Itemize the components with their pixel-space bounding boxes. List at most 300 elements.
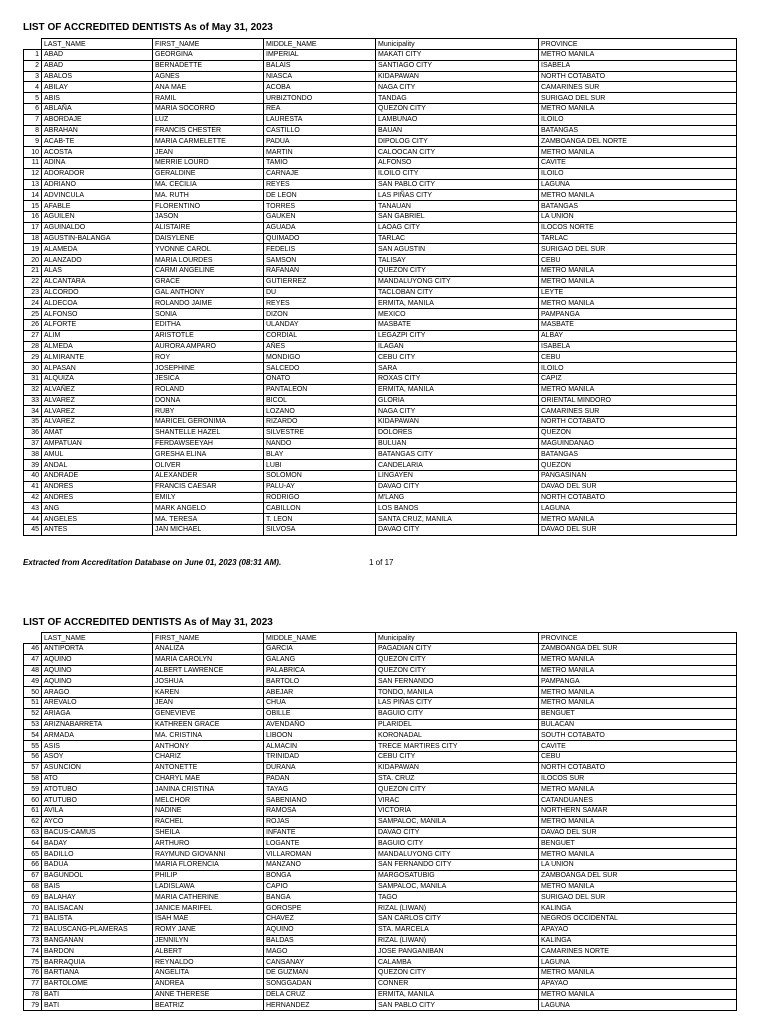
middle-name-cell: REA: [264, 103, 376, 114]
municipality-cell: CEBU CITY: [376, 352, 539, 363]
province-cell: DAVAO DEL SUR: [539, 525, 737, 536]
province-cell: NORTH COTABATO: [539, 492, 737, 503]
middle-name-cell: ONATO: [264, 373, 376, 384]
last-name-cell: AVILA: [42, 805, 153, 816]
municipality-cell: MEXICO: [376, 309, 539, 320]
first-name-cell: JEAN: [153, 147, 264, 158]
first-name-cell: RAYMUND GIOVANNI: [153, 849, 264, 860]
middle-name-cell: RODRIGO: [264, 492, 376, 503]
row-number: 22: [24, 276, 42, 287]
table-row: [24, 805, 737, 816]
column-header-municipality: Municipality: [376, 39, 539, 50]
last-name-cell: ALQUIZA: [42, 373, 153, 384]
municipality-cell: SARA: [376, 363, 539, 374]
province-cell: LAGUNA: [539, 957, 737, 968]
row-number: 39: [24, 460, 42, 471]
first-name-cell: AURORA AMPARO: [153, 341, 264, 352]
row-number: 68: [24, 881, 42, 892]
table-row: [24, 989, 737, 1000]
last-name-cell: ALANZADO: [42, 255, 153, 266]
province-cell: TARLAC: [539, 233, 737, 244]
table-row: [24, 773, 737, 784]
first-name-cell: ANA MAE: [153, 82, 264, 93]
last-name-cell: ANTES: [42, 525, 153, 536]
table-row: [24, 71, 737, 82]
middle-name-cell: CHAVEZ: [264, 913, 376, 924]
row-number: 36: [24, 427, 42, 438]
row-number-header: [24, 633, 42, 644]
first-name-cell: MA. RUTH: [153, 190, 264, 201]
row-number: 79: [24, 1000, 42, 1011]
table-row: [24, 201, 737, 212]
table-row: [24, 492, 737, 503]
row-number: 42: [24, 492, 42, 503]
first-name-cell: MARIA SOCORRO: [153, 103, 264, 114]
last-name-cell: AQUINO: [42, 654, 153, 665]
municipality-cell: SAN AGUSTIN: [376, 244, 539, 255]
municipality-cell: SAN PABLO CITY: [376, 179, 539, 190]
last-name-cell: BAGUNDOL: [42, 870, 153, 881]
province-cell: LA UNION: [539, 211, 737, 222]
last-name-cell: ALCORDO: [42, 287, 153, 298]
middle-name-cell: SONGGADAN: [264, 978, 376, 989]
row-number: 44: [24, 514, 42, 525]
row-number: 3: [24, 71, 42, 82]
municipality-cell: SAMPALOC, MANILA: [376, 881, 539, 892]
municipality-cell: DAVAO CITY: [376, 481, 539, 492]
table-row: [24, 967, 737, 978]
first-name-cell: RAMIL: [153, 93, 264, 104]
municipality-cell: MARGOSATUBIG: [376, 870, 539, 881]
municipality-cell: KIDAPAWAN: [376, 71, 539, 82]
first-name-cell: MARIA CARMELETTE: [153, 136, 264, 147]
table-row: [24, 827, 737, 838]
first-name-cell: ALISTAIRE: [153, 222, 264, 233]
province-cell: CEBU: [539, 751, 737, 762]
last-name-cell: AFABLE: [42, 201, 153, 212]
row-number: 75: [24, 957, 42, 968]
first-name-cell: CHARIZ: [153, 751, 264, 762]
middle-name-cell: VILLAROMAN: [264, 849, 376, 860]
middle-name-cell: GALANG: [264, 654, 376, 665]
table-row: [24, 762, 737, 773]
first-name-cell: ALEXANDER: [153, 471, 264, 482]
table-row: [24, 859, 737, 870]
last-name-cell: ANG: [42, 503, 153, 514]
province-cell: ISABELA: [539, 341, 737, 352]
row-number: 48: [24, 665, 42, 676]
first-name-cell: RUBY: [153, 406, 264, 417]
middle-name-cell: MARTIN: [264, 147, 376, 158]
middle-name-cell: PALABRICA: [264, 665, 376, 676]
middle-name-cell: NIASCA: [264, 71, 376, 82]
table-row: [24, 816, 737, 827]
table-row: [24, 449, 737, 460]
middle-name-cell: PADUA: [264, 136, 376, 147]
municipality-cell: LEGAZPI CITY: [376, 330, 539, 341]
municipality-cell: BAGUIO CITY: [376, 838, 539, 849]
row-number: 74: [24, 946, 42, 957]
middle-name-cell: GARCIA: [264, 644, 376, 655]
table-body: [24, 50, 737, 536]
last-name-cell: ALVAREZ: [42, 395, 153, 406]
municipality-cell: SAN PABLO CITY: [376, 1000, 539, 1011]
middle-name-cell: AVENDAÑO: [264, 719, 376, 730]
first-name-cell: SHEILA: [153, 827, 264, 838]
first-name-cell: JESICA: [153, 373, 264, 384]
first-name-cell: BERNADETTE: [153, 60, 264, 71]
last-name-cell: ADINA: [42, 157, 153, 168]
municipality-cell: LAMBUNAO: [376, 114, 539, 125]
table-row: [24, 881, 737, 892]
row-number: 55: [24, 741, 42, 752]
last-name-cell: ALAS: [42, 265, 153, 276]
first-name-cell: PHILIP: [153, 870, 264, 881]
row-number: 60: [24, 795, 42, 806]
municipality-cell: NAGA CITY: [376, 82, 539, 93]
table-row: [24, 82, 737, 93]
row-number: 41: [24, 481, 42, 492]
province-cell: SURIGAO DEL SUR: [539, 244, 737, 255]
middle-name-cell: CHUA: [264, 697, 376, 708]
middle-name-cell: DE LEON: [264, 190, 376, 201]
province-cell: CATANDUANES: [539, 795, 737, 806]
last-name-cell: BARTIANA: [42, 967, 153, 978]
row-number: 34: [24, 406, 42, 417]
first-name-cell: DONNA: [153, 395, 264, 406]
table-row: [24, 514, 737, 525]
province-cell: METRO MANILA: [539, 265, 737, 276]
first-name-cell: JANINA CRISTINA: [153, 784, 264, 795]
table-row: [24, 741, 737, 752]
middle-name-cell: RAMOSA: [264, 805, 376, 816]
last-name-cell: AYCO: [42, 816, 153, 827]
table-row: [24, 903, 737, 914]
municipality-cell: QUEZON CITY: [376, 967, 539, 978]
middle-name-cell: DURANA: [264, 762, 376, 773]
table-row: [24, 978, 737, 989]
middle-name-cell: LAURESTA: [264, 114, 376, 125]
row-number: 53: [24, 719, 42, 730]
row-number: 62: [24, 816, 42, 827]
table-row: [24, 60, 737, 71]
province-cell: PANGASINAN: [539, 471, 737, 482]
row-number: 26: [24, 319, 42, 330]
province-cell: NORTHERN SAMAR: [539, 805, 737, 816]
province-cell: BATANGAS: [539, 449, 737, 460]
first-name-cell: ANGELITA: [153, 967, 264, 978]
municipality-cell: TANAUAN: [376, 201, 539, 212]
row-number: 9: [24, 136, 42, 147]
municipality-cell: MANDALUYONG CITY: [376, 849, 539, 860]
municipality-cell: MAKATI CITY: [376, 50, 539, 61]
table-row: [24, 751, 737, 762]
last-name-cell: ADVINCULA: [42, 190, 153, 201]
municipality-cell: DIPOLOG CITY: [376, 136, 539, 147]
middle-name-cell: NANDO: [264, 438, 376, 449]
province-cell: CEBU: [539, 255, 737, 266]
municipality-cell: DAVAO CITY: [376, 525, 539, 536]
last-name-cell: BADAY: [42, 838, 153, 849]
province-cell: NORTH COTABATO: [539, 417, 737, 428]
province-cell: SURIGAO DEL SUR: [539, 892, 737, 903]
municipality-cell: QUEZON CITY: [376, 654, 539, 665]
first-name-cell: ANDREA: [153, 978, 264, 989]
first-name-cell: BEATRIZ: [153, 1000, 264, 1011]
row-number: 70: [24, 903, 42, 914]
table-row: [24, 373, 737, 384]
last-name-cell: ANTIPORTA: [42, 644, 153, 655]
last-name-cell: BADILLO: [42, 849, 153, 860]
table-row: [24, 179, 737, 190]
last-name-cell: ABRAHAN: [42, 125, 153, 136]
province-cell: BENGUET: [539, 708, 737, 719]
municipality-cell: GLORIA: [376, 395, 539, 406]
municipality-cell: TAGO: [376, 892, 539, 903]
first-name-cell: JENNILYN: [153, 935, 264, 946]
table-row: [24, 730, 737, 741]
province-cell: BATANGAS: [539, 201, 737, 212]
row-number: 23: [24, 287, 42, 298]
municipality-cell: SAN FERNANDO CITY: [376, 859, 539, 870]
table-row: [24, 870, 737, 881]
row-number: 18: [24, 233, 42, 244]
municipality-cell: MASBATE: [376, 319, 539, 330]
first-name-cell: JOSHUA: [153, 676, 264, 687]
table-row: [24, 190, 737, 201]
municipality-cell: SANTA CRUZ, MANILA: [376, 514, 539, 525]
province-cell: METRO MANILA: [539, 697, 737, 708]
first-name-cell: GEORGINA: [153, 50, 264, 61]
province-cell: PAMPANGA: [539, 309, 737, 320]
middle-name-cell: LOGANTE: [264, 838, 376, 849]
first-name-cell: YVONNE CAROL: [153, 244, 264, 255]
province-cell: SURIGAO DEL SUR: [539, 93, 737, 104]
municipality-cell: STA. MARCELA: [376, 924, 539, 935]
province-cell: NEGROS OCCIDENTAL: [539, 913, 737, 924]
first-name-cell: FRANCIS CHESTER: [153, 125, 264, 136]
middle-name-cell: MONDIGO: [264, 352, 376, 363]
middle-name-cell: TORRES: [264, 201, 376, 212]
municipality-cell: JOSE PANGANIBAN: [376, 946, 539, 957]
last-name-cell: BATI: [42, 989, 153, 1000]
table-row: [24, 93, 737, 104]
middle-name-cell: SOLOMON: [264, 471, 376, 482]
table-row: [24, 708, 737, 719]
table-row: [24, 644, 737, 655]
table-row: [24, 719, 737, 730]
province-cell: LEYTE: [539, 287, 737, 298]
table-row: [24, 438, 737, 449]
row-number: 6: [24, 103, 42, 114]
province-cell: ILOILO: [539, 114, 737, 125]
last-name-cell: ATOTUBO: [42, 784, 153, 795]
last-name-cell: ALDECOA: [42, 298, 153, 309]
municipality-cell: VIRAC: [376, 795, 539, 806]
middle-name-cell: URBIZTONDO: [264, 93, 376, 104]
middle-name-cell: CABILLON: [264, 503, 376, 514]
table-row: [24, 103, 737, 114]
row-number-header: [24, 39, 42, 50]
table-row: [24, 481, 737, 492]
municipality-cell: CANDELARIA: [376, 460, 539, 471]
first-name-cell: OLIVER: [153, 460, 264, 471]
last-name-cell: AMAT: [42, 427, 153, 438]
municipality-cell: CEBU CITY: [376, 751, 539, 762]
row-number: 45: [24, 525, 42, 536]
first-name-cell: JEAN: [153, 697, 264, 708]
municipality-cell: QUEZON CITY: [376, 265, 539, 276]
first-name-cell: GENEVIEVE: [153, 708, 264, 719]
row-number: 7: [24, 114, 42, 125]
last-name-cell: ASIS: [42, 741, 153, 752]
dentists-table: [23, 38, 737, 536]
row-number: 51: [24, 697, 42, 708]
province-cell: METRO MANILA: [539, 190, 737, 201]
municipality-cell: LAS PIÑAS CITY: [376, 697, 539, 708]
province-cell: QUEZON: [539, 427, 737, 438]
row-number: 10: [24, 147, 42, 158]
middle-name-cell: CAPIO: [264, 881, 376, 892]
table-row: [24, 255, 737, 266]
row-number: 50: [24, 687, 42, 698]
middle-name-cell: SILVOSA: [264, 525, 376, 536]
province-cell: ORIENTAL MINDORO: [539, 395, 737, 406]
middle-name-cell: PADAN: [264, 773, 376, 784]
middle-name-cell: PANTALEON: [264, 384, 376, 395]
first-name-cell: ROLAND: [153, 384, 264, 395]
middle-name-cell: FEDELIS: [264, 244, 376, 255]
first-name-cell: KAREN: [153, 687, 264, 698]
last-name-cell: BAIS: [42, 881, 153, 892]
last-name-cell: BALISACAN: [42, 903, 153, 914]
province-cell: ILOILO: [539, 363, 737, 374]
table-row: [24, 352, 737, 363]
middle-name-cell: MAGO: [264, 946, 376, 957]
province-cell: METRO MANILA: [539, 103, 737, 114]
table-row: [24, 309, 737, 320]
province-cell: METRO MANILA: [539, 276, 737, 287]
first-name-cell: NADINE: [153, 805, 264, 816]
last-name-cell: ANDRES: [42, 492, 153, 503]
municipality-cell: MANDALUYONG CITY: [376, 276, 539, 287]
province-cell: CAVITE: [539, 741, 737, 752]
province-cell: LAGUNA: [539, 503, 737, 514]
table-row: [24, 222, 737, 233]
row-number: 24: [24, 298, 42, 309]
first-name-cell: JOSEPHINE: [153, 363, 264, 374]
first-name-cell: FERDAWSEEYAH: [153, 438, 264, 449]
table-row: [24, 525, 737, 536]
province-cell: NORTH COTABATO: [539, 762, 737, 773]
province-cell: METRO MANILA: [539, 816, 737, 827]
province-cell: KALINGA: [539, 935, 737, 946]
last-name-cell: ANDRES: [42, 481, 153, 492]
municipality-cell: SAN GABRIEL: [376, 211, 539, 222]
last-name-cell: ASUNCION: [42, 762, 153, 773]
middle-name-cell: ABEJAR: [264, 687, 376, 698]
table-row: [24, 935, 737, 946]
municipality-cell: LAOAG CITY: [376, 222, 539, 233]
column-header-first-name: FIRST_NAME: [153, 39, 264, 50]
municipality-cell: KIDAPAWAN: [376, 417, 539, 428]
first-name-cell: RACHEL: [153, 816, 264, 827]
last-name-cell: ARIZNABARRETA: [42, 719, 153, 730]
last-name-cell: ARMADA: [42, 730, 153, 741]
row-number: 54: [24, 730, 42, 741]
first-name-cell: ARISTOTLE: [153, 330, 264, 341]
municipality-cell: SAMPALOC, MANILA: [376, 816, 539, 827]
last-name-cell: ALVAÑEZ: [42, 384, 153, 395]
table-row: [24, 503, 737, 514]
last-name-cell: ALIM: [42, 330, 153, 341]
table-row: [24, 795, 737, 806]
last-name-cell: ALVAREZ: [42, 417, 153, 428]
row-number: 71: [24, 913, 42, 924]
last-name-cell: BALUSCANG-PLAMERAS: [42, 924, 153, 935]
row-number: 46: [24, 644, 42, 655]
municipality-cell: ILOILO CITY: [376, 168, 539, 179]
middle-name-cell: QUIMADO: [264, 233, 376, 244]
row-number: 73: [24, 935, 42, 946]
table-row: [24, 50, 737, 61]
middle-name-cell: BLAY: [264, 449, 376, 460]
row-number: 27: [24, 330, 42, 341]
table-header-row: [24, 633, 737, 644]
table-row: [24, 417, 737, 428]
row-number: 56: [24, 751, 42, 762]
table-row: [24, 784, 737, 795]
row-number: 16: [24, 211, 42, 222]
first-name-cell: ANNE THERESE: [153, 989, 264, 1000]
row-number: 29: [24, 352, 42, 363]
last-name-cell: BARTOLOME: [42, 978, 153, 989]
document-title: LIST OF ACCREDITED DENTISTS As of May 31, 2023: [23, 617, 273, 628]
middle-name-cell: DELA CRUZ: [264, 989, 376, 1000]
row-number: 65: [24, 849, 42, 860]
middle-name-cell: PALU-AY: [264, 481, 376, 492]
province-cell: METRO MANILA: [539, 147, 737, 158]
table-row: [24, 233, 737, 244]
middle-name-cell: AÑES: [264, 341, 376, 352]
province-cell: CAMARINES SUR: [539, 406, 737, 417]
first-name-cell: KATHREEN GRACE: [153, 719, 264, 730]
municipality-cell: TALISAY: [376, 255, 539, 266]
row-number: 32: [24, 384, 42, 395]
province-cell: CEBU: [539, 352, 737, 363]
middle-name-cell: DE GUZMAN: [264, 967, 376, 978]
last-name-cell: BADUA: [42, 859, 153, 870]
province-cell: ILOILO: [539, 168, 737, 179]
first-name-cell: REYNALDO: [153, 957, 264, 968]
last-name-cell: AGUSTIN-BALANGA: [42, 233, 153, 244]
page-number: 1 of 17: [369, 558, 394, 567]
table-row: [24, 341, 737, 352]
municipality-cell: CALAMBA: [376, 957, 539, 968]
column-header-middle-name: MIDDLE_NAME: [264, 633, 376, 644]
first-name-cell: ANTONETTE: [153, 762, 264, 773]
province-cell: LA UNION: [539, 859, 737, 870]
municipality-cell: ILAGAN: [376, 341, 539, 352]
province-cell: ILOCOS NORTE: [539, 222, 737, 233]
province-cell: APAYAO: [539, 924, 737, 935]
first-name-cell: MARICEL GERONIMA: [153, 417, 264, 428]
table-row: [24, 298, 737, 309]
middle-name-cell: CANSANAY: [264, 957, 376, 968]
middle-name-cell: RIZARDO: [264, 417, 376, 428]
last-name-cell: ABALOS: [42, 71, 153, 82]
middle-name-cell: REYES: [264, 298, 376, 309]
